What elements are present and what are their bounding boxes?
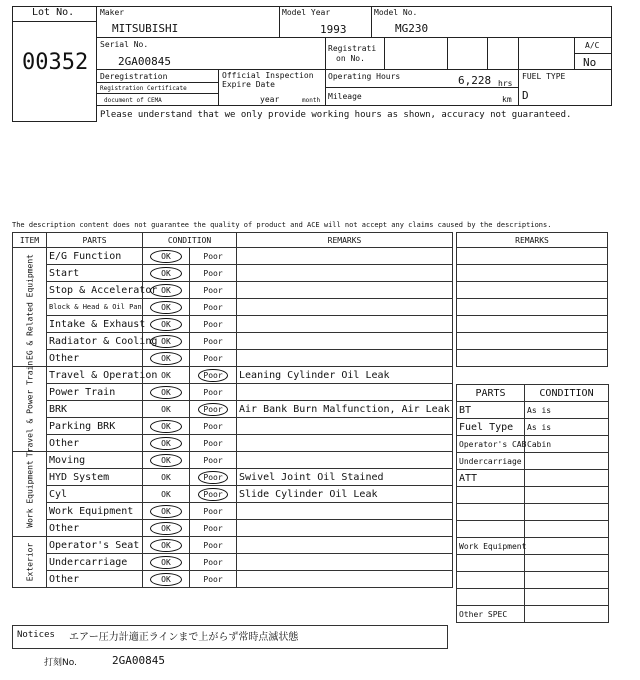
remark-blank-cell [457,316,608,333]
serial-value: 2GA00845 [118,55,171,68]
ok-cell [143,554,190,571]
ok-option: OK [161,472,171,482]
part-name: Parking BRK [47,418,143,435]
mileage-label: Mileage [328,92,362,101]
inspection-table [12,232,453,588]
registration-cert-label: Registration Certificate [100,85,187,92]
table-row [13,554,453,571]
right-parts-header: PARTS [457,385,525,402]
ok-selected-mark: OK [150,420,182,433]
ok-selected-mark: OK [150,522,182,535]
notices-label: Notices [17,630,55,640]
parts-blank-cell [525,487,609,504]
ok-cell [143,265,190,282]
ok-cell [143,316,190,333]
remark-cell [237,384,453,401]
poor-cell [190,520,237,537]
parts-row [457,487,609,504]
table-row [13,571,453,588]
remark-cell [237,248,453,265]
remark-blank-cell [457,299,608,316]
part-name: Moving [47,452,143,469]
poor-cell [190,503,237,520]
parts-row [457,521,609,538]
remark-cell: Swivel Joint Oil Stained [237,469,453,486]
parts-header: PARTS [47,233,143,248]
item-group-cell [13,360,47,458]
remark-blank-cell [457,248,608,265]
table-row [13,333,453,350]
inspection-label-2: Expire Date [222,80,275,89]
part-name: Other [47,571,143,588]
part-name: Work Equipment [47,503,143,520]
parts-blank-cell [457,572,525,589]
item-group-cell [13,537,47,588]
table-row [13,384,453,401]
ok-selected-mark: OK [150,556,182,569]
parts-name: Operator's CAB [457,436,525,453]
poor-cell [190,248,237,265]
maker-value: MITSUBISHI [112,22,179,35]
ok-cell [143,401,190,418]
fuel-type-label: FUEL TYPE [522,72,566,81]
table-row [13,401,453,418]
parts-blank-cell [525,606,609,623]
disclaimer: The description content does not guarantee the quality of product and ACE will not accept any claims caused by the descriptions. [12,221,552,229]
right-remarks-table [456,232,608,367]
registration-label-1: Registrati [328,44,377,53]
remark-cell [237,435,453,452]
inspection-label-1: Official Inspection [222,71,314,80]
poor-selected-mark: Poor [198,369,227,382]
stamp-label: 打刻No. [44,658,77,668]
remark-blank-cell [457,282,608,299]
lot-number: 00352 [22,50,89,75]
parts-condition: As is [525,402,609,419]
notices-box [12,625,448,649]
remark-cell [237,537,453,554]
remark-blank-cell [457,350,608,367]
remark-cell: Slide Cylinder Oil Leak [237,486,453,503]
fuel-type-value: D [522,89,529,102]
right-condition-header: CONDITION [525,385,609,402]
part-name: Travel & Operation [47,367,143,384]
ok-cell [143,537,190,554]
poor-cell [190,333,237,350]
poor-option: Poor [203,319,223,329]
remark-cell [237,299,453,316]
remark-cell [237,503,453,520]
table-row [13,299,453,316]
parts-row [457,419,609,436]
remark-cell [237,265,453,282]
poor-cell [190,282,237,299]
poor-cell [190,265,237,282]
table-row [13,469,453,486]
table-row [13,367,453,384]
table-row [13,537,453,554]
parts-name: BT [457,402,525,419]
ok-cell [143,248,190,265]
model-year-label: Model Year [282,8,331,17]
table-row [13,265,453,282]
part-name: BRK [47,401,143,418]
parts-blank-cell [457,504,525,521]
parts-name: Fuel Type [457,419,525,436]
right-remarks-header: REMARKS [457,233,608,248]
poor-option: Poor [203,285,223,295]
parts-row [457,436,609,453]
lot-label: Lot No. [32,7,75,18]
remark-cell [237,316,453,333]
poor-selected-mark: Poor [198,471,227,484]
month-label: month [302,97,321,104]
km-label: km [502,95,512,104]
remark-cell [237,333,453,350]
ok-selected-mark: OK [150,573,182,586]
poor-option: Poor [203,438,223,448]
remark-cell [237,418,453,435]
poor-option: Poor [203,574,223,584]
poor-option: Poor [203,268,223,278]
poor-option: Poor [203,302,223,312]
part-name: Undercarriage [47,554,143,571]
ok-cell [143,571,190,588]
ok-cell [143,282,190,299]
item-group-label: Travel & Power Train [25,360,34,458]
poor-option: Poor [203,251,223,261]
poor-cell [190,554,237,571]
remark-cell: Air Bank Burn Malfunction, Air Leak [237,401,453,418]
poor-cell [190,435,237,452]
remark-cell [237,571,453,588]
hrs-label: hrs [498,79,513,88]
poor-cell [190,469,237,486]
poor-option: Poor [203,523,223,533]
table-row [13,503,453,520]
parts-blank-cell [525,521,609,538]
ok-selected-mark: OK [150,352,182,365]
year-label: year [260,95,280,104]
poor-cell [190,316,237,333]
remark-cell [237,520,453,537]
remark-cell [237,554,453,571]
parts-condition: As is [525,419,609,436]
parts-condition [525,470,609,487]
poor-option: Poor [203,336,223,346]
parts-group-label: Work Equipment [457,538,525,555]
ac-label: A/C [585,41,600,50]
operating-hours-value: 6,228 [458,74,492,87]
ok-selected-mark: OK [150,335,182,348]
poor-cell [190,486,237,503]
table-row [13,418,453,435]
ok-selected-mark: OK [150,301,182,314]
ok-option: OK [161,489,171,499]
parts-row [457,555,609,572]
table-row [13,282,453,299]
ok-selected-mark: OK [150,318,182,331]
registration-label-2: on No. [336,54,365,63]
poor-option: Poor [203,387,223,397]
poor-option: Poor [203,353,223,363]
model-year-value: 1993 [320,23,347,36]
remark-row [457,316,608,333]
parts-row [457,402,609,419]
parts-row [457,572,609,589]
ok-selected-mark: OK [150,539,182,552]
poor-cell [190,384,237,401]
ok-cell [143,486,190,503]
ok-selected-mark: OK [150,267,182,280]
ok-cell [143,367,190,384]
stamp-value: 2GA00845 [112,654,165,667]
ok-cell [143,520,190,537]
item-group-cell [13,248,47,367]
poor-cell [190,537,237,554]
remark-blank-cell [457,333,608,350]
poor-cell [190,350,237,367]
ac-value: No [583,56,597,69]
parts-row [457,606,609,623]
parts-row [457,470,609,487]
part-name: HYD System [47,469,143,486]
remark-cell [237,350,453,367]
remarks-header: REMARKS [237,233,453,248]
poor-cell [190,401,237,418]
table-row [13,452,453,469]
poor-option: Poor [203,506,223,516]
ok-selected-mark: OK [150,386,182,399]
part-name: Other [47,435,143,452]
ok-selected-mark: OK [150,284,182,297]
item-group-label: EG & Related Equipment [25,254,34,360]
operating-hours-label: Operating Hours [328,72,401,81]
part-name: Operator's Seat [47,537,143,554]
poor-cell [190,418,237,435]
ok-option: OK [161,404,171,414]
ok-selected-mark: OK [150,250,182,263]
ok-cell [143,435,190,452]
maker-label: Maker [100,8,125,17]
inspection-header-row [13,233,453,248]
table-row [13,350,453,367]
serial-label: Serial No. [100,40,149,49]
parts-blank-cell [457,555,525,572]
table-row [13,520,453,537]
parts-condition: Cabin [525,436,609,453]
parts-blank-cell [525,538,609,555]
condition-header: CONDITION [143,233,237,248]
parts-row [457,453,609,470]
remark-row [457,265,608,282]
part-name: E/G Function [47,248,143,265]
poor-selected-mark: Poor [198,488,227,501]
model-no-label: Model No. [374,8,418,17]
parts-name: ATT [457,470,525,487]
poor-cell [190,367,237,384]
parts-blank-cell [525,555,609,572]
parts-condition [525,453,609,470]
remark-row [457,282,608,299]
parts-blank-cell [457,521,525,538]
hours-notice: Please understand that we only provide working hours as shown, accuracy not guaranteed. [100,110,572,120]
ok-cell [143,503,190,520]
part-name: Other [47,520,143,537]
ok-cell [143,299,190,316]
item-group-label: Exterior [25,542,34,582]
part-name: Power Train [47,384,143,401]
parts-group-label: Other SPEC [457,606,525,623]
remark-cell [237,452,453,469]
part-name: Intake & Exhaust [47,316,143,333]
table-row [13,486,453,503]
ok-selected-mark: OK [150,505,182,518]
ok-cell [143,384,190,401]
poor-cell [190,452,237,469]
table-row [13,316,453,333]
ok-cell [143,333,190,350]
table-row [13,435,453,452]
item-group-cell [13,452,47,537]
deregistration-label: Deregistration [100,72,168,81]
part-name: Other [47,350,143,367]
item-header: ITEM [13,233,47,248]
right-parts-table [456,384,609,623]
table-row [13,248,453,265]
poor-option: Poor [203,421,223,431]
parts-blank-cell [525,572,609,589]
model-no-value: MG230 [395,22,429,35]
part-name: Cyl [47,486,143,503]
ok-cell [143,452,190,469]
parts-blank-cell [457,589,525,606]
poor-selected-mark: Poor [198,403,227,416]
item-group-label: Work Equipment [25,460,34,528]
remark-row [457,350,608,367]
parts-blank-cell [525,504,609,521]
parts-blank-cell [457,487,525,504]
part-name: Block & Head & Oil Pan [47,299,143,316]
poor-option: Poor [203,557,223,567]
ok-selected-mark: OK [150,437,182,450]
remark-cell: Leaning Cylinder Oil Leak [237,367,453,384]
poor-cell [190,571,237,588]
remark-row [457,248,608,265]
part-name: Start [47,265,143,282]
cema-label: document of CEMA [104,97,162,104]
ok-option: OK [161,370,171,380]
parts-row [457,504,609,521]
parts-row [457,538,609,555]
ok-cell [143,418,190,435]
ok-cell [143,350,190,367]
parts-name: Undercarriage [457,453,525,470]
part-name: Stop & Accelerator [47,282,143,299]
ok-cell [143,469,190,486]
notices-text: エアー圧力計適正ラインまで上がらず常時点滅状態 [69,632,299,643]
poor-option: Poor [203,540,223,550]
ok-selected-mark: OK [150,454,182,467]
remark-cell [237,282,453,299]
parts-row [457,589,609,606]
part-name: Radiator & Cooling [47,333,143,350]
remark-row [457,333,608,350]
parts-blank-cell [525,589,609,606]
remark-row [457,299,608,316]
poor-option: Poor [203,455,223,465]
poor-cell [190,299,237,316]
remark-blank-cell [457,265,608,282]
